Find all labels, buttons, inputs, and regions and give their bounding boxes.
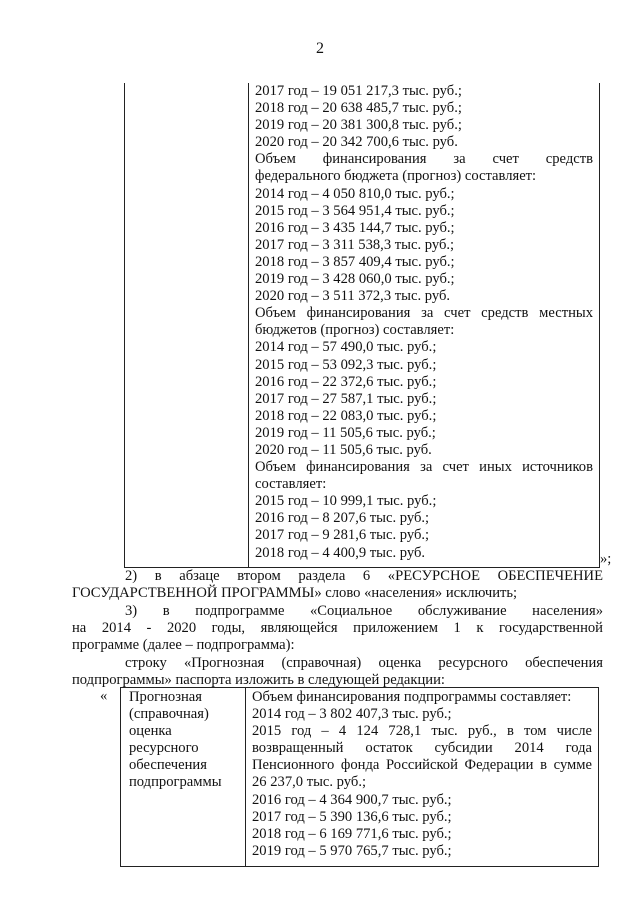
table-line: 2014 год – 57 490,0 тыс. руб.; [255, 339, 437, 356]
table-line: 2017 год – 19 051 217,3 тыс. руб.; [255, 83, 462, 99]
table-line: 2015 год – 4 124 728,1 тыс. руб., в том числе [252, 723, 592, 740]
closing-quote: »; [600, 551, 612, 567]
table-line: 2016 год – 4 364 900,7 тыс. руб.; [252, 791, 452, 808]
paragraph-2-rest [72, 585, 603, 602]
table-line: 2016 год – 22 372,6 тыс. руб.; [255, 373, 437, 390]
table-column-divider [248, 83, 249, 567]
table-value-cell [255, 83, 593, 562]
table-line: 2015 год – 53 092,3 тыс. руб.; [255, 356, 437, 373]
table-value-cell [252, 689, 592, 860]
table-line: 2018 год – 22 083,0 тыс. руб.; [255, 407, 437, 424]
table-line: возвращенный остаток субсидии 2014 года [252, 740, 592, 757]
table-line: 2019 год – 11 505,6 тыс. руб.; [255, 424, 436, 441]
table-line: 2017 год – 5 390 136,6 тыс. руб.; [252, 808, 452, 825]
table-line: 2018 год – 4 400,9 тыс. руб. [255, 544, 426, 561]
table-line: Объем финансирования за счет средств [255, 151, 593, 168]
table-line: 2015 год – 3 564 951,4 тыс. руб.; [255, 202, 455, 219]
label-line: (справочная) [129, 706, 209, 723]
table-column-divider [245, 688, 246, 866]
paragraph-line: на 2014 - 2020 годы, являющейся приложением 1 к государственной [72, 620, 603, 636]
table-line: федерального бюджета (прогноз) составляет: [255, 168, 537, 185]
opening-quote: « [100, 688, 108, 704]
label-line: оценка [129, 723, 172, 740]
paragraph-line: подпрограммы» паспорта изложить в следующей редакции: [72, 672, 445, 688]
table-line: 2018 год – 6 169 771,6 тыс. руб.; [252, 825, 452, 842]
paragraph-3-first-line [125, 603, 603, 620]
table-line: 2019 год – 20 381 300,8 тыс. руб.; [255, 117, 462, 134]
table-line: 2020 год – 20 342 700,6 тыс. руб. [255, 134, 458, 151]
paragraph-line: 3) в подпрограмме «Социальное обслуживание населения» [125, 603, 603, 619]
table-label-cell [129, 689, 239, 792]
label-line: Прогнозная [129, 689, 202, 705]
table-line: 2017 год – 3 311 538,3 тыс. руб.; [255, 236, 455, 253]
paragraph-4-first-line [125, 655, 603, 672]
paragraph-2-first-line [125, 568, 603, 585]
table-line: 2014 год – 4 050 810,0 тыс. руб.; [255, 185, 455, 202]
paragraph-line: 2) в абзаце втором раздела 6 «РЕСУРСНОЕ ОБЕСПЕЧЕНИЕ [125, 568, 603, 584]
table-line: Объем финансирования за счет иных источников [255, 459, 593, 476]
label-line: подпрограммы [129, 774, 222, 791]
table-line: бюджетов (прогноз) составляет: [255, 322, 455, 339]
table-line: 2014 год – 3 802 407,3 тыс. руб.; [252, 706, 452, 723]
paragraph-line: ГОСУДАРСТВЕННОЙ ПРОГРАММЫ» слово «населения» исключить; [72, 585, 518, 601]
table-line: 2019 год – 3 428 060,0 тыс. руб.; [255, 271, 455, 288]
table-line: 2017 год – 27 587,1 тыс. руб.; [255, 390, 437, 407]
page-number: 2 [316, 40, 324, 57]
table-line: Объем финансирования подпрограммы составляет: [252, 689, 572, 705]
financing-table-continued [124, 83, 600, 568]
table-line: 26 237,0 тыс. руб.; [252, 774, 367, 791]
label-line: ресурсного [129, 740, 199, 757]
paragraph-line: программе (далее – подпрограмма): [72, 637, 295, 654]
table-line: 2019 год – 5 970 765,7 тыс. руб.; [252, 842, 452, 859]
paragraph-3-rest [72, 620, 603, 654]
table-line: Объем финансирования за счет средств местных [255, 305, 593, 322]
table-line: 2018 год – 3 857 409,4 тыс. руб.; [255, 253, 455, 270]
paragraph-line: строку «Прогнозная (справочная) оценка ресурсного обеспечения [125, 655, 603, 671]
table-line: Пенсионного фонда Российской Федерации в сумме [252, 757, 592, 774]
table-line: 2017 год – 9 281,6 тыс. руб.; [255, 527, 430, 544]
table-line: 2020 год – 3 511 372,3 тыс. руб. [255, 288, 451, 305]
table-line: 2020 год – 11 505,6 тыс. руб. [255, 441, 432, 458]
label-line: обеспечения [129, 757, 207, 774]
table-line: 2018 год – 20 638 485,7 тыс. руб.; [255, 100, 462, 117]
table-line: 2015 год – 10 999,1 тыс. руб.; [255, 493, 437, 510]
table-line: составляет: [255, 476, 327, 493]
subprogram-resource-table [120, 687, 599, 867]
table-line: 2016 год – 8 207,6 тыс. руб.; [255, 510, 430, 527]
table-line: 2016 год – 3 435 144,7 тыс. руб.; [255, 219, 455, 236]
